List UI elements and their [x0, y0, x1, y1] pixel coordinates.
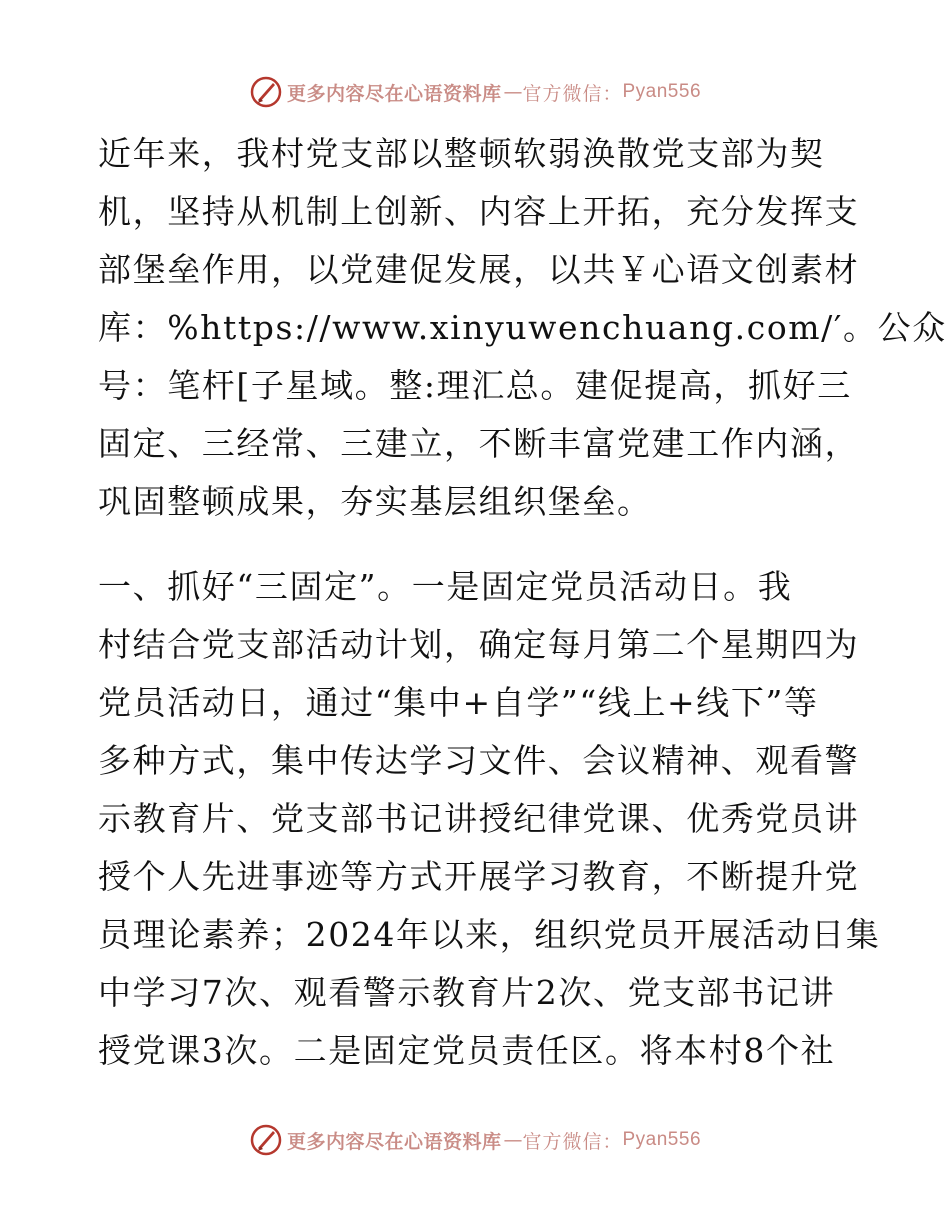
watermark-main-text: 更多内容尽在心语资料库 — [286, 82, 502, 105]
text-line: 党员活动日，通过“集中+自学”“线上+线下”等 — [98, 683, 819, 722]
paragraph-1 — [98, 125, 947, 531]
text-line: 部堡垒作用，以党建促发展，以共￥心语文创素材 — [98, 250, 860, 289]
text-line: 授党课3次。二是固定党员责任区。将本村8个社 — [98, 1031, 836, 1070]
text-line: 固定、三经常、三建立，不断丰富党建工作内涵， — [98, 424, 860, 463]
text-line: 多种方式，集中传达学习文件、会议精神、观看警 — [98, 741, 860, 780]
watermark-id: Pyan556 — [622, 81, 702, 102]
text-line: 库：%https://www.xinyuwenchuang.com/′。公众 — [98, 308, 947, 347]
text-line: 示教育片、党支部书记讲授纪律党课、优秀党员讲 — [98, 799, 860, 838]
document-body — [98, 125, 947, 1080]
quill-logo-icon — [249, 1123, 283, 1157]
paragraph-2 — [98, 558, 881, 1080]
text-line: 员理论素养；2024年以来，组织党员开展活动日集 — [98, 915, 881, 954]
watermark-sub-text: 官方微信： — [522, 1130, 623, 1153]
quill-logo-icon — [249, 75, 283, 109]
watermark-main-text: 更多内容尽在心语资料库 — [286, 1130, 502, 1153]
watermark-dash: — — [503, 1129, 521, 1151]
text-line: 巩固整顿成果，夯实基层组织堡垒。 — [98, 482, 652, 521]
watermark-header — [0, 72, 950, 112]
text-line: 中学习7次、观看警示教育片2次、党支部书记讲 — [98, 973, 836, 1012]
text-line: 号：笔杆[子星域。整:理汇总。建促提高，抓好三 — [98, 366, 852, 405]
text-line: 近年来，我村党支部以整顿软弱涣散党支部为契 — [98, 134, 825, 173]
text-line: 一、抓好“三固定”。一是固定党员活动日。我 — [98, 567, 793, 606]
paragraph-gap — [98, 531, 868, 558]
text-line: 授个人先进事迹等方式开展学习教育，不断提升党 — [98, 857, 860, 896]
watermark-dash: — — [503, 81, 521, 103]
text-line: 村结合党支部活动计划，确定每月第二个星期四为 — [98, 625, 860, 664]
watermark-sub-text: 官方微信： — [522, 82, 623, 105]
text-line: 机，坚持从机制上创新、内容上开拓，充分发挥支 — [98, 192, 860, 231]
watermark-id: Pyan556 — [622, 1129, 702, 1150]
watermark-footer — [0, 1120, 950, 1160]
